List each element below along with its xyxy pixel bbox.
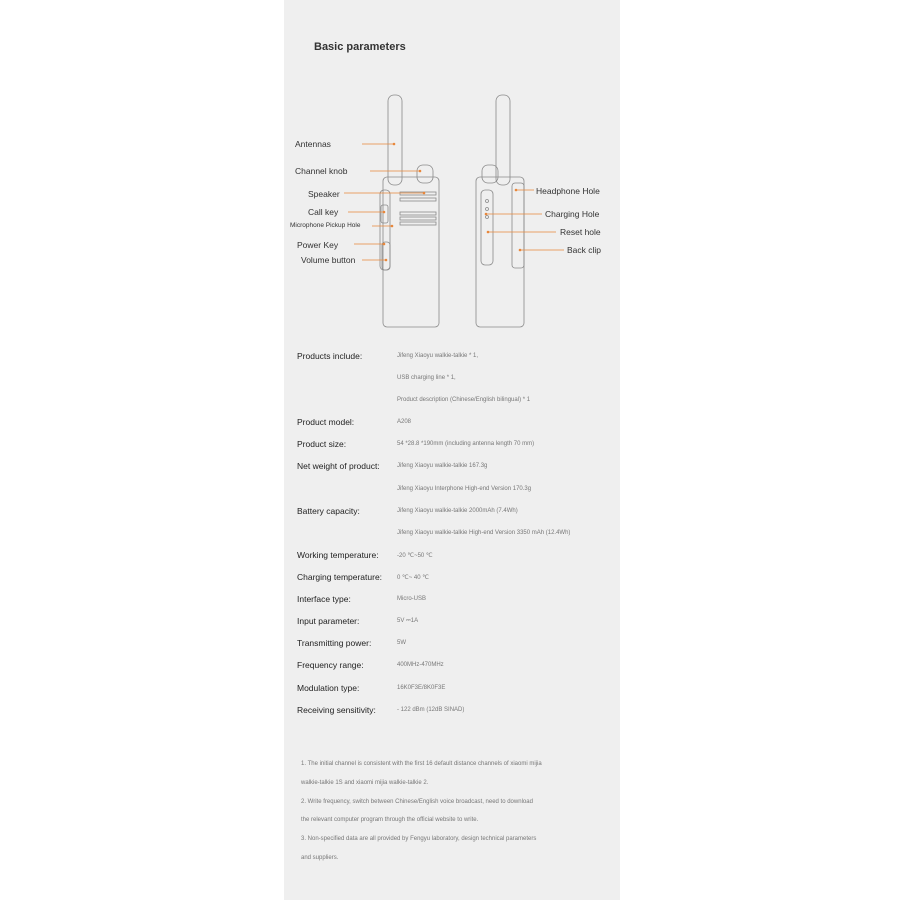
note-line-4: the relevant computer program through the official website to write. [301, 817, 479, 823]
spec-label-receiving-sensitivity: Receiving sensitivity: [297, 705, 376, 715]
note-line-1: 1. The initial channel is consistent with the first 16 default distance channels of xiaomi mijia [301, 761, 542, 767]
spec-value-frequency-range: 400MHz-470MHz [397, 662, 444, 668]
spec-label-input-parameter: Input parameter: [297, 616, 360, 626]
front-body [383, 177, 439, 327]
label-call-key: Call key [308, 207, 339, 217]
spec-value-working-temperature: -20 ℃~50 ℃ [397, 553, 433, 559]
spec-label-frequency-range: Frequency range: [297, 660, 364, 670]
spec-value-receiving-sensitivity: - 122 dBm (12dB SINAD) [397, 707, 465, 713]
spec-label-product-model: Product model: [297, 417, 355, 427]
spec-value-product-model: A208 [397, 419, 412, 425]
spec-value-charging-temperature: 0 ℃~ 40 ℃ [397, 575, 429, 581]
spec-value-net-weight-1: Jifeng Xiaoyu walkie-talkie 167.3g [397, 463, 488, 469]
rear-body [476, 177, 524, 327]
spec-label-products-include: Products include: [297, 351, 363, 361]
rear-side-panel [481, 190, 493, 265]
note-line-5: 3. Non-specified data are all provided by Fengyu laboratory, design technical parameters [301, 836, 537, 842]
spec-label-modulation-type: Modulation type: [297, 683, 360, 693]
label-volume-button: Volume button [301, 255, 356, 265]
spec-value-product-size: 54 *28.8 *190mm (including antenna length 70 mm) [397, 441, 535, 447]
label-headphone-hole: Headphone Hole [536, 186, 600, 196]
spec-label-net-weight: Net weight of product: [297, 461, 380, 471]
front-call-key [381, 205, 388, 223]
label-power-key: Power Key [297, 240, 339, 250]
page-title: Basic parameters [314, 41, 406, 53]
spec-value-modulation-type: 16K0F3E/8K0F3E [397, 685, 446, 691]
note-line-2: walkie-talkie 1S and xiaomi mijia walkie-talkie 2. [301, 780, 429, 786]
label-charging-hole: Charging Hole [545, 209, 600, 219]
spec-value-products-include-2: USB charging line * 1, [397, 375, 456, 381]
label-back-clip: Back clip [567, 245, 602, 255]
spec-value-input-parameter: 5V ⎓1A [397, 618, 419, 624]
rear-back-clip [512, 183, 524, 268]
spec-value-interface-type: Micro-USB [397, 596, 427, 602]
label-speaker: Speaker [308, 189, 340, 199]
spec-label-charging-temperature: Charging temperature: [297, 572, 383, 582]
spec-value-transmitting-power: 5W [397, 640, 406, 646]
label-antennas: Antennas [295, 139, 331, 149]
spec-label-battery-capacity: Battery capacity: [297, 506, 360, 516]
note-line-6: and suppliers. [301, 855, 339, 861]
spec-label-working-temperature: Working temperature: [297, 550, 379, 560]
spec-value-battery-capacity-2: Jifeng Xiaoyu walkie-talkie High-end Version 3350 mAh (12.4Wh) [397, 530, 571, 536]
spec-value-products-include-1: Jifeng Xiaoyu walkie-talkie * 1, [397, 353, 479, 359]
spec-value-battery-capacity-1: Jifeng Xiaoyu walkie-talkie 2000mAh (7.4Wh) [397, 508, 518, 514]
spec-value-products-include-3: Product description (Chinese/English bilingual) * 1 [397, 397, 531, 403]
label-mic-hole: Microphone Pickup Hole [290, 222, 361, 229]
front-channel-knob [417, 165, 433, 183]
note-line-3: 2. Write frequency, switch between Chinese/English voice broadcast, need to download [301, 799, 533, 805]
spec-value-net-weight-2: Jifeng Xiaoyu Interphone High-end Version 170.3g [397, 486, 532, 492]
spec-label-product-size: Product size: [297, 439, 347, 449]
spec-label-transmitting-power: Transmitting power: [297, 638, 372, 648]
label-reset-hole: Reset hole [560, 227, 601, 237]
label-channel-knob: Channel knob [295, 166, 348, 176]
front-antenna [388, 95, 402, 185]
spec-label-interface-type: Interface type: [297, 594, 351, 604]
front-speaker-grille [400, 192, 436, 195]
front-side-strip [380, 190, 390, 270]
